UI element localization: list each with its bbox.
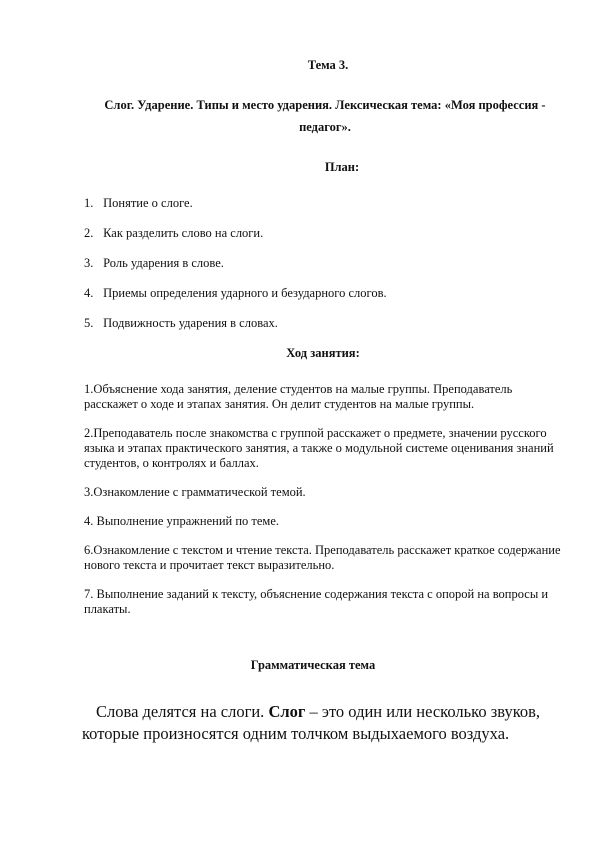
- definition-body: – это один или несколько звуков, которые произносятся одним толчком выдыхаемого воздуха.: [82, 702, 541, 743]
- plan-item: [84, 196, 387, 226]
- progress-paragraph: 1.Объяснение хода занятия, деление студентов на малые группы. Преподаватель расскажет о ходе и этапах занятия. Он делит студентов на малые группы.: [84, 382, 513, 411]
- plan-item-number: 1.: [84, 196, 94, 210]
- plan-item-text: Понятие о слоге.: [103, 196, 193, 210]
- plan-item: [84, 256, 387, 286]
- plan-item-text: Подвижность ударения в словах.: [103, 316, 278, 330]
- plan-item-number: 5.: [84, 316, 94, 330]
- definition-term: Слог: [268, 702, 306, 721]
- topic-number: Тема 3.: [307, 58, 349, 72]
- lesson-title: Слог. Ударение. Типы и место ударения. Лексическая тема: «Моя профессия - педагог».: [104, 98, 546, 134]
- plan-item-number: 4.: [84, 286, 94, 300]
- plan-item: [84, 226, 387, 256]
- plan-item: [84, 286, 387, 316]
- definition-intro: Слова делятся на слоги.: [96, 702, 269, 721]
- progress-paragraph: 7. Выполнение заданий к тексту, объяснение содержания текста с опорой на вопросы и плакаты.: [84, 587, 549, 616]
- plan-item-number: 2.: [84, 226, 94, 240]
- plan-item: [84, 316, 387, 346]
- progress-paragraph: 6.Ознакомление с текстом и чтение текста. Преподаватель расскажет краткое содержание нового текста и прочитает текст выразительно.: [84, 543, 561, 572]
- plan-item-text: Приемы определения ударного и безударного слогов.: [103, 286, 387, 300]
- plan-item-number: 3.: [84, 256, 94, 270]
- plan-heading: План:: [324, 160, 360, 174]
- plan-item-text: Как разделить слово на слоги.: [103, 226, 264, 240]
- progress-paragraph: 3.Ознакомление с грамматической темой.: [84, 485, 306, 499]
- progress-paragraph: 2.Преподаватель после знакомства с группой расскажет о предмете, значении русского языка и этапах практического занятия, а также о модульной системе оценивания знаний студентов, о контролях и баллах.: [84, 426, 554, 470]
- plan-list: [84, 196, 387, 346]
- grammar-heading: Грамматическая тема: [250, 658, 376, 672]
- progress-paragraph: 4. Выполнение упражнений по теме.: [84, 514, 280, 528]
- progress-heading: Ход занятия:: [286, 346, 360, 360]
- plan-item-text: Роль ударения в слове.: [103, 256, 224, 270]
- grammar-definition: [82, 701, 552, 745]
- progress-section: [84, 382, 564, 631]
